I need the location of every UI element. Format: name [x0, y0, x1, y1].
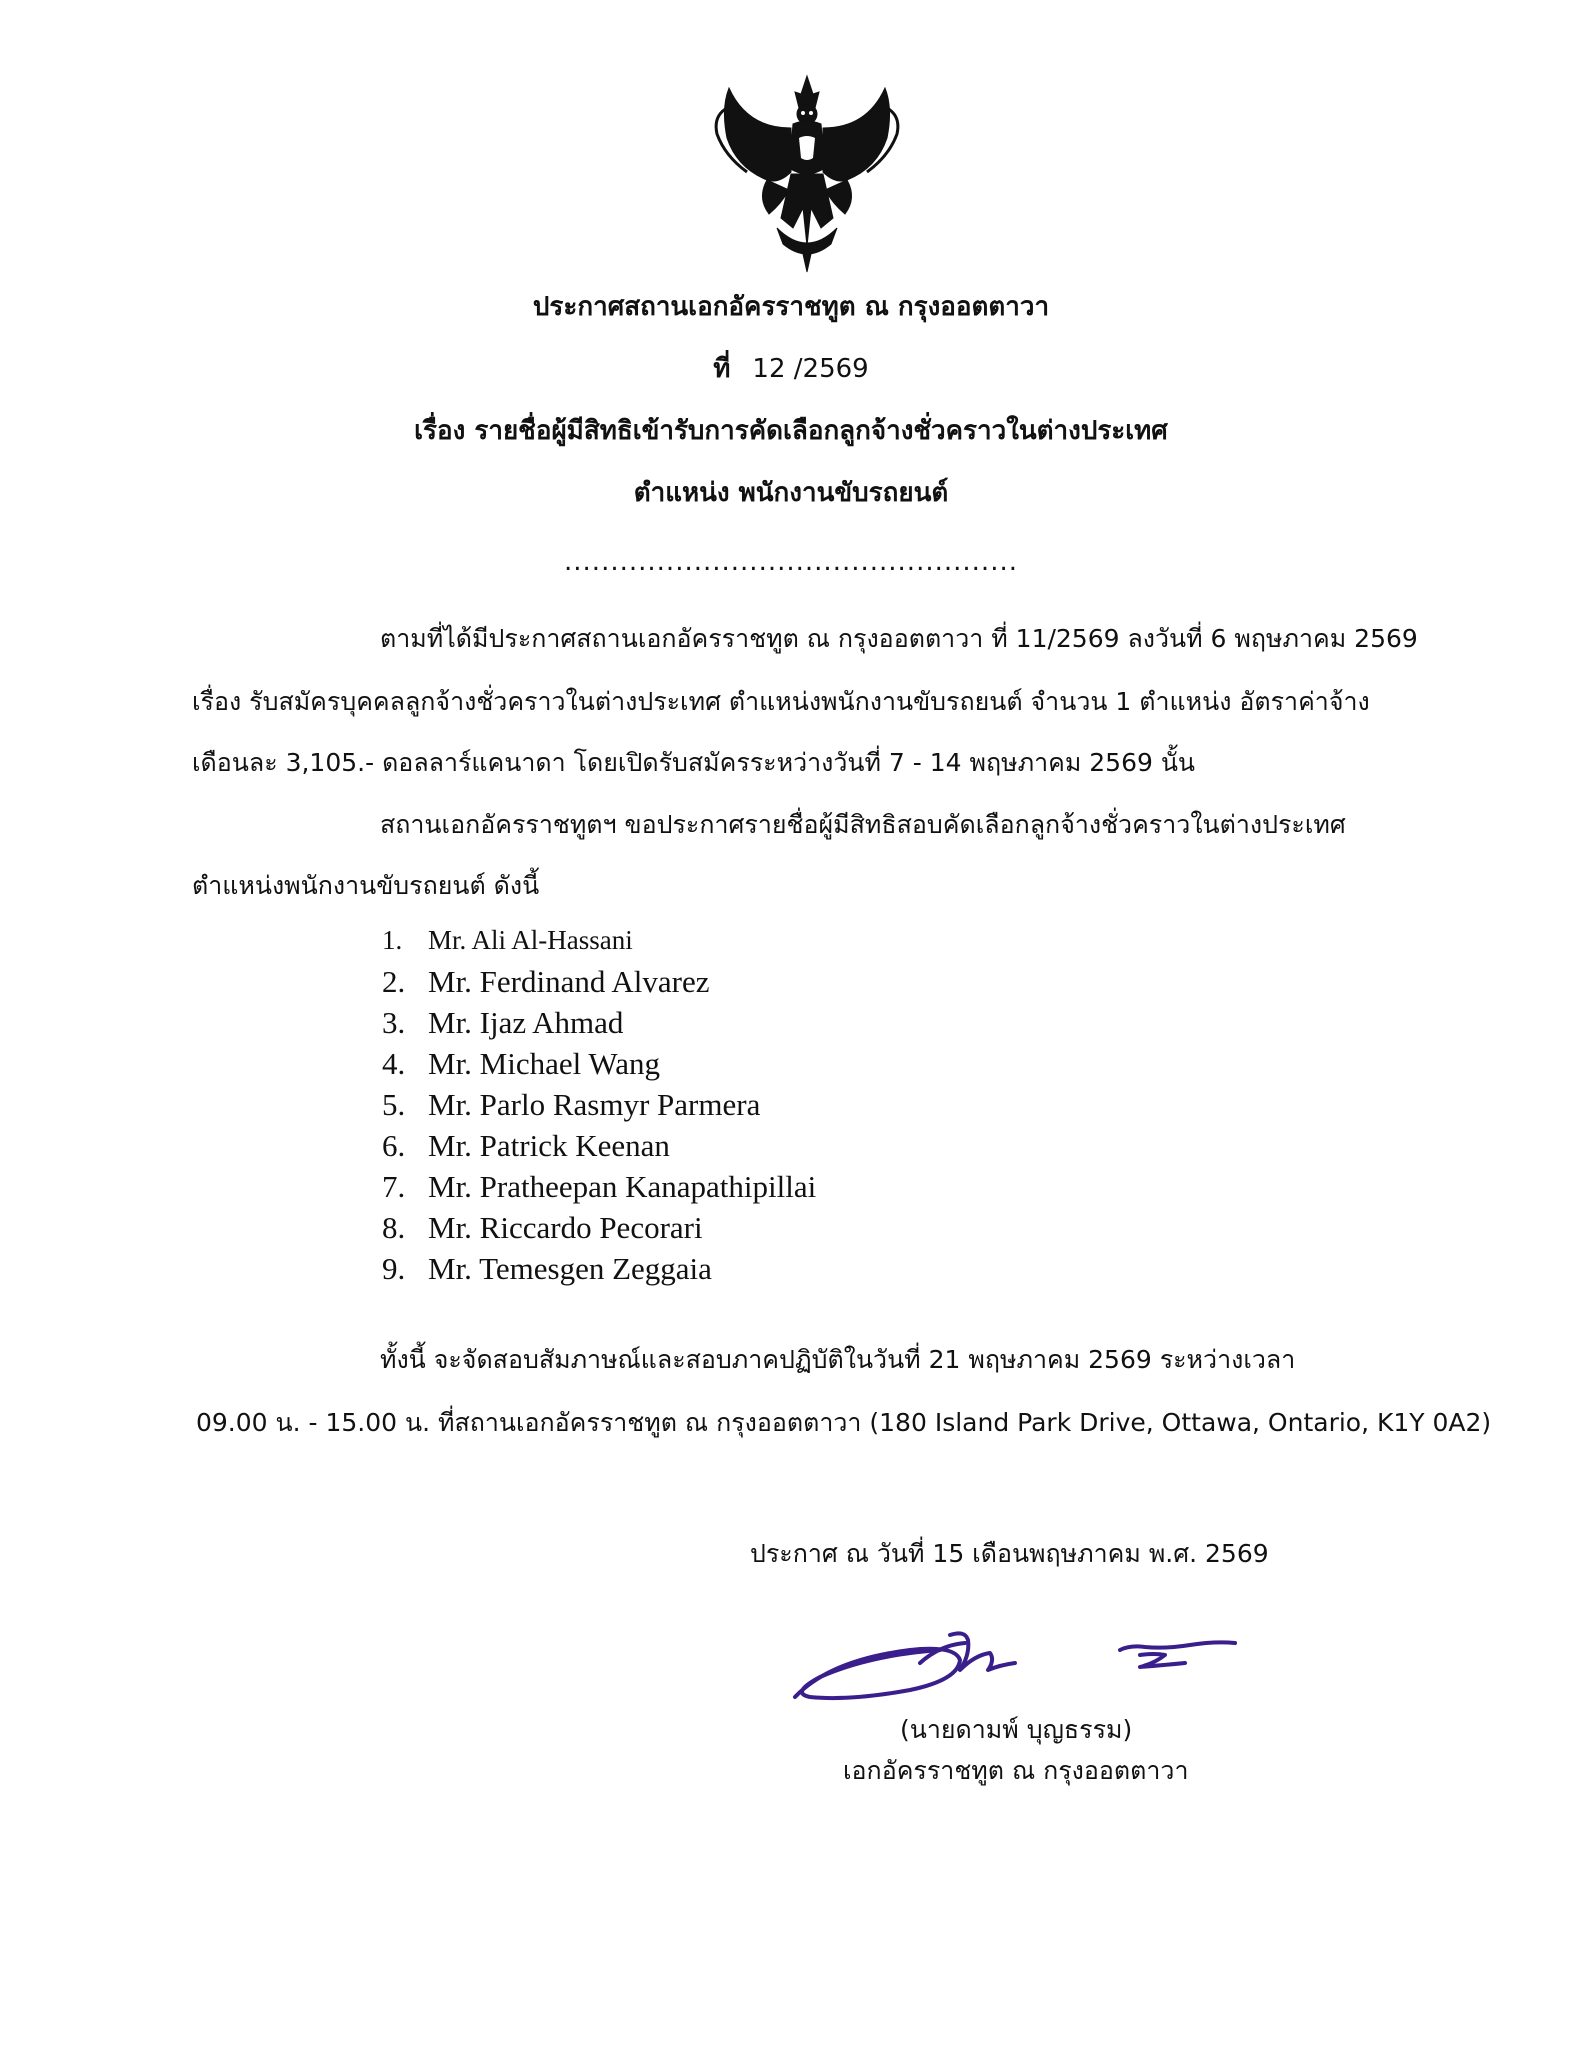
candidate-list — [382, 920, 816, 1289]
candidate-number: 3. — [382, 1005, 406, 1040]
announcement-number — [0, 352, 1582, 386]
signer-title: เอกอัครราชทูต ณ กรุงออตตาวา — [843, 1756, 1189, 1785]
candidate-name: Mr. Pratheepan Kanapathipillai — [428, 1169, 817, 1204]
candidate-item — [382, 1125, 816, 1166]
candidate-name: Mr. Ali Al-Hassani — [428, 925, 633, 955]
candidate-item — [382, 961, 816, 1002]
candidate-item — [382, 1002, 816, 1043]
announcement-position: ตำแหน่ง พนักงานขับรถยนต์ — [633, 478, 949, 508]
garuda-emblem-icon — [707, 68, 907, 278]
paragraph-3-line-1: ทั้งนี้ จะจัดสอบสัมภาษณ์และสอบภาคปฏิบัติในวันที่ 21 พฤษภาคม 2569 ระหว่างเวลา — [380, 1345, 1296, 1374]
paragraph-1-line-2: เรื่อง รับสมัครบุคคลลูกจ้างชั่วคราวในต่างประเทศ ตำแหน่งพนักงานขับรถยนต์ จำนวน 1 ตำแหน่ง อัตราค่าจ้าง — [192, 687, 1370, 716]
candidate-item — [382, 1207, 816, 1248]
number-value: 12 /2569 — [752, 354, 869, 384]
candidate-number: 9. — [382, 1251, 406, 1286]
candidate-item — [382, 1248, 816, 1289]
announcement-subject: เรื่อง รายชื่อผู้มีสิทธิเข้ารับการคัดเลือกลูกจ้างชั่วคราวในต่างประเทศ — [414, 416, 1168, 446]
paragraph-1-line-1: ตามที่ได้มีประกาศสถานเอกอัครราชทูต ณ กรุงออตตาวา ที่ 11/2569 ลงวันที่ 6 พฤษภาคม 2569 — [380, 624, 1418, 653]
paragraph-2-line-2: ตำแหน่งพนักงานขับรถยนต์ ดังนี้ — [192, 871, 540, 900]
candidate-name: Mr. Michael Wang — [428, 1046, 660, 1081]
paragraph-2-line-1: สถานเอกอัครราชทูตฯ ขอประกาศรายชื่อผู้มีสิทธิสอบคัดเลือกลูกจ้างชั่วคราวในต่างประเทศ — [380, 810, 1346, 839]
announcement-date: ประกาศ ณ วันที่ 15 เดือนพฤษภาคม พ.ศ. 2569 — [750, 1539, 1269, 1568]
candidate-number: 1. — [382, 925, 403, 955]
paragraph-1-line-3: เดือนละ 3,105.- ดอลลาร์แคนาดา โดยเปิดรับสมัครระหว่างวันที่ 7 - 14 พฤษภาคม 2569 นั้น — [192, 748, 1196, 777]
announcement-title: ประกาศสถานเอกอัครราชทูต ณ กรุงออตตาวา — [532, 292, 1050, 322]
candidate-name: Mr. Patrick Keenan — [428, 1128, 670, 1163]
candidate-item — [382, 1043, 816, 1084]
candidate-name: Mr. Ferdinand Alvarez — [428, 964, 710, 999]
candidate-number: 5. — [382, 1087, 406, 1122]
paragraph-3-line-2: 09.00 น. - 15.00 น. ที่สถานเอกอัครราชทูต ณ กรุงออตตาวา (180 Island Park Drive, Ottawa, Ontario, K1Y 0A2) — [196, 1408, 1492, 1437]
signer-name: (นายดามพ์ บุญธรรม) — [900, 1715, 1133, 1744]
header-separator: ................................................. — [564, 547, 1018, 577]
candidate-number: 8. — [382, 1210, 406, 1245]
candidate-item — [382, 1166, 816, 1207]
candidate-name: Mr. Temesgen Zeggaia — [428, 1251, 712, 1286]
handwritten-signature — [790, 1605, 1240, 1705]
candidate-name: Mr. Parlo Rasmyr Parmera — [428, 1087, 761, 1122]
candidate-item — [382, 1084, 816, 1125]
number-label: ที่ — [713, 354, 731, 384]
candidate-number: 7. — [382, 1169, 406, 1204]
candidate-item — [382, 920, 816, 961]
candidate-number: 6. — [382, 1128, 406, 1163]
candidate-name: Mr. Riccardo Pecorari — [428, 1210, 703, 1245]
signature-strokes — [795, 1633, 1235, 1698]
candidate-number: 2. — [382, 964, 406, 999]
candidate-number: 4. — [382, 1046, 406, 1081]
candidate-name: Mr. Ijaz Ahmad — [428, 1005, 624, 1040]
